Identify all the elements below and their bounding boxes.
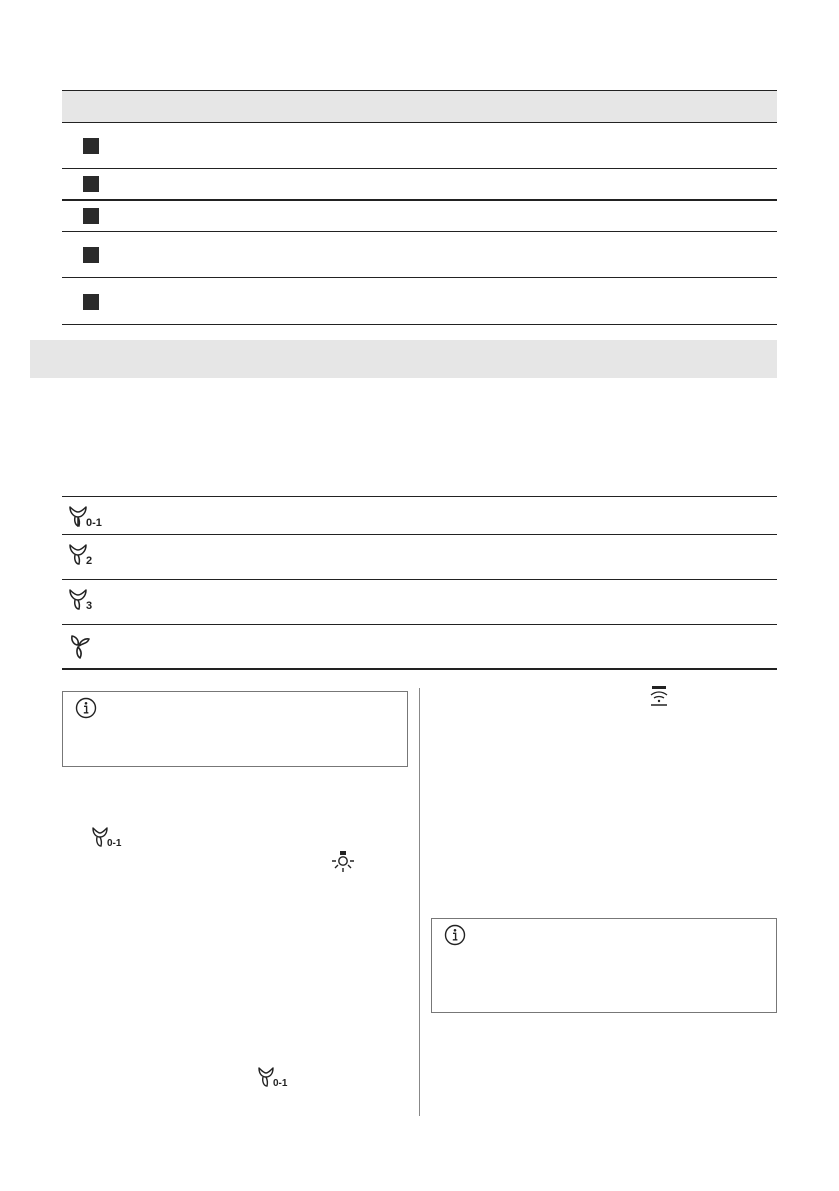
black-square-icon (83, 247, 99, 263)
fan-speed-subscript: 3 (86, 600, 93, 611)
table-header (62, 90, 777, 123)
fan-speed-0-1-icon (89, 826, 129, 848)
fan-speed-table (62, 496, 777, 670)
column-divider (419, 688, 420, 1116)
fan-speed-subscript: 2 (86, 555, 93, 566)
fan-speed-3-icon (66, 587, 110, 611)
fan-speed-0-1-icon (255, 1066, 295, 1088)
table-row (62, 201, 777, 232)
fan-speed-subscript: 0-1 (86, 517, 102, 528)
fan-speed-subscript: 0-1 (273, 1078, 288, 1088)
table-row (62, 497, 777, 535)
settings-table (62, 90, 777, 325)
wifi-hob-to-hood-icon (648, 685, 670, 711)
fan-boost-icon (66, 634, 96, 660)
info-note (62, 691, 408, 767)
black-square-icon (83, 138, 99, 154)
fan-speed-0-1-icon (66, 504, 110, 528)
black-square-icon (83, 176, 99, 192)
info-note (431, 918, 777, 1013)
black-square-icon (83, 208, 99, 224)
info-icon (444, 924, 466, 946)
light-icon (330, 850, 356, 874)
table-row (62, 278, 777, 325)
table-row (62, 169, 777, 201)
fan-speed-2-icon (66, 542, 110, 566)
fan-speed-subscript: 0-1 (107, 838, 122, 848)
table-row (62, 232, 777, 278)
table-row (62, 123, 777, 169)
section-heading-bar (30, 340, 777, 378)
table-row (62, 580, 777, 625)
info-icon (75, 697, 97, 719)
black-square-icon (83, 294, 99, 310)
table-row (62, 625, 777, 670)
table-row (62, 535, 777, 580)
